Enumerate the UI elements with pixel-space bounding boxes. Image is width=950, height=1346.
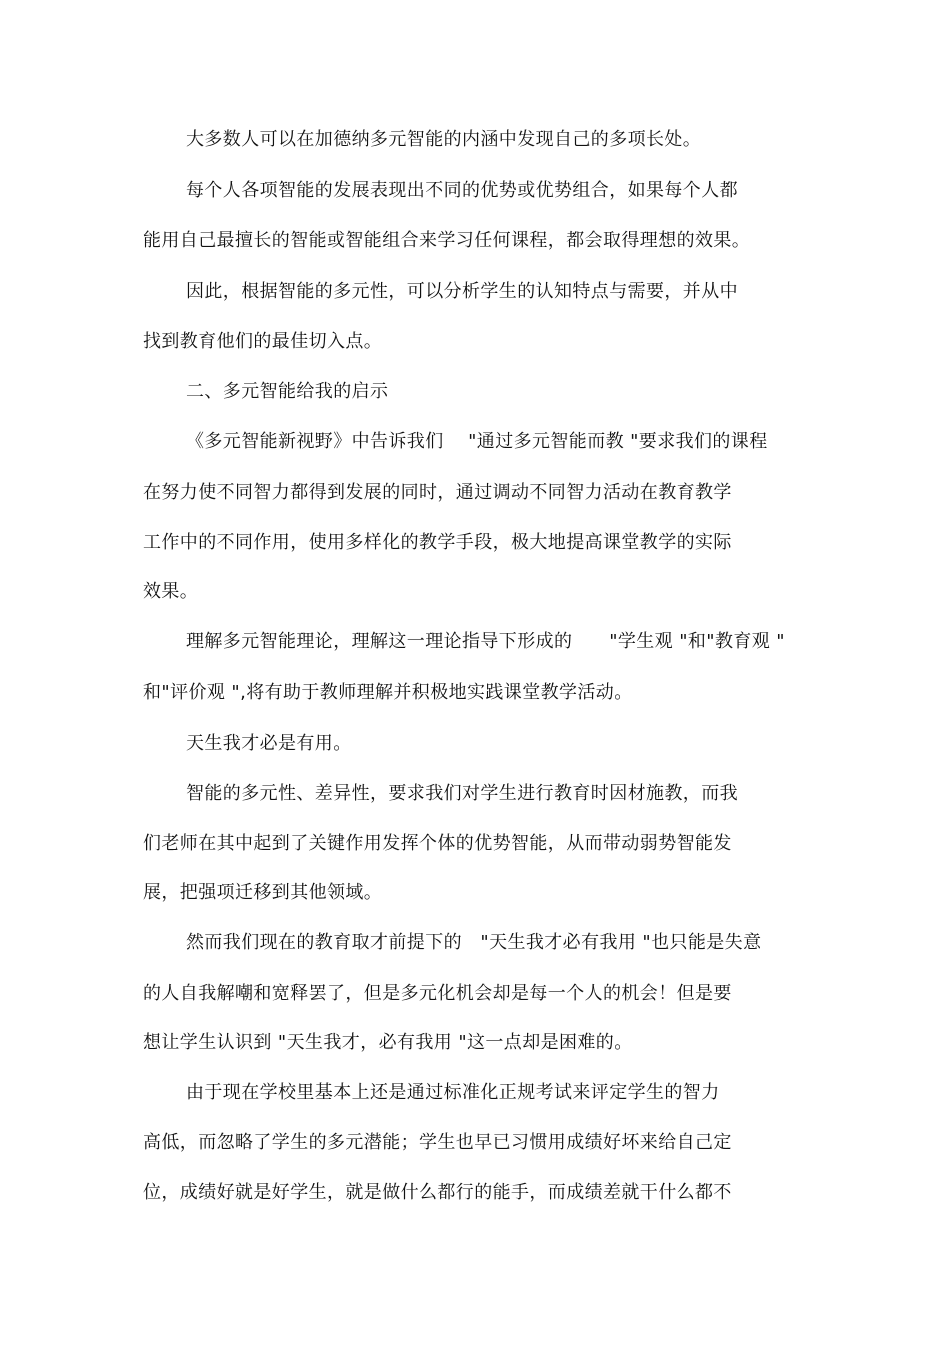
paragraph-line: 每个人各项智能的发展表现出不同的优势或优势组合，如果每个人都: [186, 180, 738, 201]
paragraph-line: 天生我才必是有用。: [186, 733, 352, 754]
paragraph-line: 智能的多元性、差异性，要求我们对学生进行教育时因材施教，而我: [186, 783, 738, 804]
paragraph-line: 《多元智能新视野》中告诉我们 "通过多元智能而教 "要求我们的课程: [186, 431, 768, 452]
section-heading: 二、多元智能给我的启示: [186, 381, 389, 402]
paragraph-line: 在努力使不同智力都得到发展的同时，通过调动不同智力活动在教育教学: [143, 482, 732, 503]
paragraph-line: 的人自我解嘲和宽释罢了，但是多元化机会却是每一个人的机会！但是要: [143, 983, 732, 1004]
paragraph-line: 展，把强项迁移到其他领域。: [143, 882, 383, 903]
paragraph-line: 位，成绩好就是好学生，就是做什么都行的能手，而成绩差就干什么都不: [143, 1182, 732, 1203]
paragraph-line: 由于现在学校里基本上还是通过标准化正规考试来评定学生的智力: [186, 1082, 720, 1103]
paragraph-line: 高低，而忽略了学生的多元潜能；学生也早已习惯用成绩好坏来给自己定: [143, 1132, 732, 1153]
paragraph-line: 大多数人可以在加德纳多元智能的内涵中发现自己的多项长处。: [186, 129, 702, 150]
paragraph-line: 效果。: [143, 581, 199, 602]
paragraph-line: 能用自己最擅长的智能或智能组合来学习任何课程，都会取得理想的效果。: [143, 230, 751, 251]
paragraph-line: 然而我们现在的教育取才前提下的 "天生我才必有我用 "也只能是失意: [186, 932, 762, 953]
paragraph-line: 找到教育他们的最佳切入点。: [143, 331, 383, 352]
paragraph-line: 工作中的不同作用，使用多样化的教学手段，极大地提高课堂教学的实际: [143, 532, 732, 553]
paragraph-line: 理解多元智能理论，理解这一理论指导下形成的 "学生观 "和"教育观 ": [186, 631, 785, 652]
paragraph-line: 因此，根据智能的多元性，可以分析学生的认知特点与需要，并从中: [186, 281, 738, 302]
paragraph-line: 和"评价观 ",将有助于教师理解并积极地实践课堂教学活动。: [143, 682, 633, 703]
paragraph-line: 想让学生认识到 "天生我才，必有我用 "这一点却是困难的。: [143, 1032, 633, 1053]
paragraph-line: 们老师在其中起到了关键作用发挥个体的优势智能，从而带动弱势智能发: [143, 833, 732, 854]
